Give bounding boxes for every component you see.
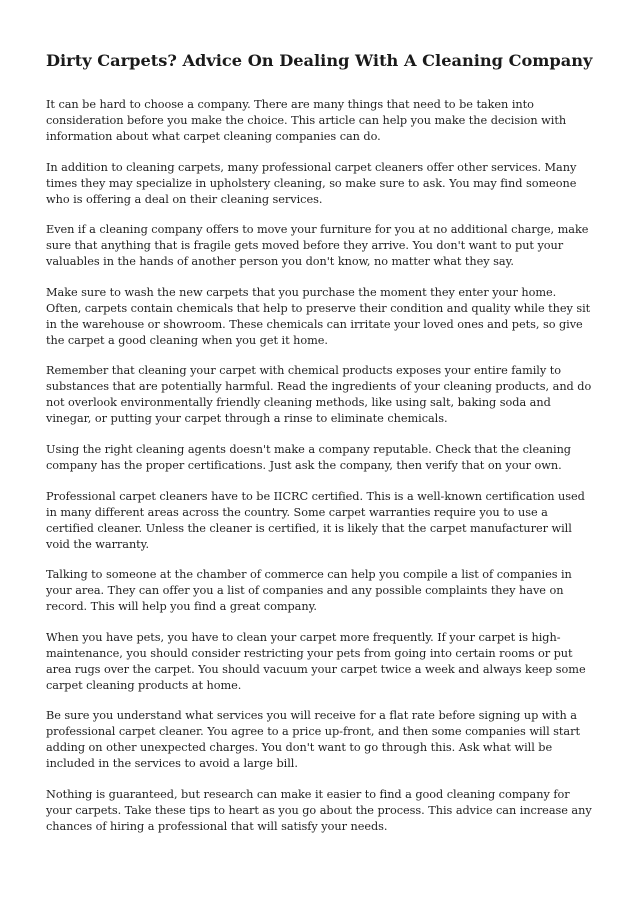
paragraph-chemical-products: Remember that cleaning your carpet with chemical products exposes your entire family to substances that are potentially harmful. Read the ingredients of your cleaning products, and do not overlook environmentally friendly cleaning methods, like using salt, baking soda and vinegar, or putting your carpet through a rinse to eliminate chemicals. bbox=[46, 364, 592, 426]
paragraph-reputable-company: Using the right cleaning agents doesn't make a company reputable. Check that the cleaning company has the proper certifications. Just ask the company, then verify that on your own. bbox=[46, 442, 571, 472]
paragraph-new-carpets: Make sure to wash the new carpets that you purchase the moment they enter your home. Often, carpets contain chemicals that help to preserve their condition and quality while they sit in the warehouse or showroom. These chemicals can irritate your loved ones and pets, so give the carpet a good cleaning when you get it home. bbox=[46, 285, 591, 347]
paragraph-fragile-furniture: Even if a cleaning company offers to move your furniture for you at no additional charge, make sure that anything that is fragile gets moved before they arrive. You don't want to put your valuables in the hands of another person you don't know, no matter what they say. bbox=[46, 223, 589, 269]
paragraph-flat-rate: Be sure you understand what services you will receive for a flat rate before signing up with a professional carpet cleaner. You agree to a price up-front, and then some companies will start adding on other unexpected charges. You don't want to go through this. Ask what will be included in the services to avoid a large bill. bbox=[46, 709, 580, 771]
paragraph-chamber-of-commerce: Talking to someone at the chamber of commerce can help you compile a list of companies in your area. They can offer you a list of companies and any possible complaints they have on record. This will help you find a great company. bbox=[46, 568, 572, 614]
paragraph-other-services: In addition to cleaning carpets, many professional carpet cleaners offer other services. Many times they may specialize in upholstery cleaning, so make sure to ask. You may find someone who is offering a deal on their cleaning services. bbox=[46, 160, 577, 206]
document-page bbox=[46, 50, 594, 850]
paragraph-pets: When you have pets, you have to clean your carpet more frequently. If your carpet is high-maintenance, you should consider restricting your pets from going into certain rooms or put area rugs over the carpet. You should vacuum your carpet twice a week and always keep some carpet cleaning products at home. bbox=[46, 630, 586, 692]
document-title: Dirty Carpets? Advice On Dealing With A Cleaning Company bbox=[46, 51, 593, 70]
paragraph-intro: It can be hard to choose a company. There are many things that need to be taken into consideration before you make the choice. This article can help you make the decision with information about what carpet cleaning companies can do. bbox=[46, 98, 567, 143]
paragraph-conclusion: Nothing is guaranteed, but research can make it easier to find a good cleaning company for your carpets. Take these tips to heart as you go about the process. This advice can increase any chances of hiring a professional that will satisfy your needs. bbox=[46, 787, 592, 833]
paragraph-iicrc-certified: Professional carpet cleaners have to be IICRC certified. This is a well-known certification used in many different areas across the country. Some carpet warranties require you to use a certified cleaner. Unless the cleaner is certified, it is likely that the carpet manufacturer will void the warranty. bbox=[46, 489, 585, 551]
